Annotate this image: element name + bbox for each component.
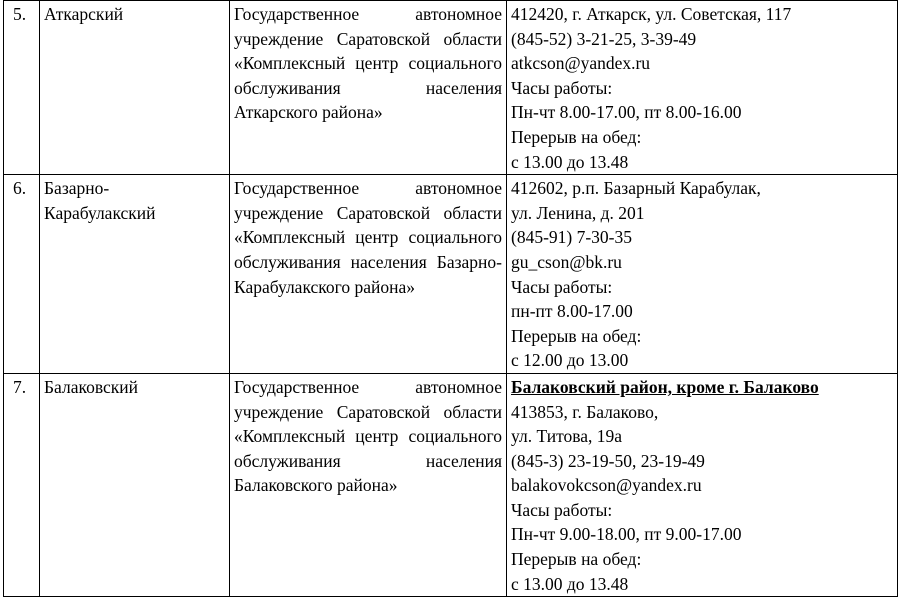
row-number: 5.: [4, 1, 40, 175]
table-row: [4, 175, 898, 374]
institutions-table: [3, 0, 898, 597]
phone: (845-3) 23-19-50, 23-19-49: [511, 450, 705, 471]
org-line: Аткарского района»: [234, 102, 383, 123]
hours: Пн-чт 8.00-17.00, пт 8.00-16.00: [511, 102, 742, 123]
district-name: Аткарский: [44, 4, 124, 24]
address: ул. Титова, 19а: [511, 426, 623, 447]
org-line: «Комплексный центр социального: [234, 426, 502, 447]
lunch-label: Перерыв на обед:: [511, 325, 642, 346]
org-line: Государственное автономное: [234, 178, 502, 199]
table-row: [4, 373, 898, 596]
email: balakovokcson@yandex.ru: [511, 475, 702, 496]
hours-label: Часы работы:: [511, 77, 613, 98]
district-name: Базарно-: [44, 178, 110, 199]
row-number: 6.: [4, 175, 40, 374]
org-line: «Комплексный центр социального: [234, 53, 502, 74]
address: ул. Ленина, д. 201: [511, 202, 645, 223]
district-name: Балаковский: [44, 376, 138, 397]
district-cell: [40, 175, 230, 374]
address: 413853, г. Балаково,: [511, 401, 659, 422]
email: gu_cson@bk.ru: [511, 251, 622, 272]
org-line: «Комплексный центр социального: [234, 227, 502, 248]
district-cell: [40, 1, 230, 175]
hours-label: Часы работы:: [511, 499, 613, 520]
hours: Пн-чт 9.00-18.00, пт 9.00-17.00: [511, 524, 742, 545]
hours: пн-пт 8.00-17.00: [511, 301, 633, 322]
lunch: с 13.00 до 13.48: [511, 151, 629, 172]
row-number: 7.: [4, 373, 40, 596]
org-line: обслуживания населения Базарно-: [234, 251, 502, 272]
hours-label: Часы работы:: [511, 276, 613, 297]
coverage-heading: Балаковский район, кроме г. Балаково: [511, 376, 819, 397]
lunch: с 13.00 до 13.48: [511, 573, 629, 594]
org-line: Карабулакского района»: [234, 276, 416, 297]
org-line: обслуживания населения: [234, 77, 502, 98]
contacts-cell: [507, 1, 898, 175]
lunch-label: Перерыв на обед:: [511, 549, 642, 570]
phone: (845-91) 7-30-35: [511, 227, 633, 248]
email: atkcson@yandex.ru: [511, 53, 651, 74]
lunch-label: Перерыв на обед:: [511, 126, 642, 147]
org-line: Государственное автономное: [234, 376, 502, 397]
district-name: Карабулакский: [44, 202, 156, 223]
table-row: [4, 1, 898, 175]
contacts-cell: [507, 175, 898, 374]
district-cell: [40, 373, 230, 596]
org-line: Государственное автономное: [234, 4, 502, 24]
lunch: с 12.00 до 13.00: [511, 350, 629, 371]
org-line: учреждение Саратовской области: [234, 202, 502, 223]
organization-cell: [230, 1, 507, 175]
org-line: Балаковского района»: [234, 475, 398, 496]
organization-cell: [230, 373, 507, 596]
phone: (845-52) 3-21-25, 3-39-49: [511, 28, 697, 49]
address: 412602, р.п. Базарный Карабулак,: [511, 178, 761, 199]
address: 412420, г. Аткарск, ул. Советская, 117: [511, 4, 792, 24]
organization-cell: [230, 175, 507, 374]
org-line: учреждение Саратовской области: [234, 28, 502, 49]
org-line: обслуживания населения: [234, 450, 502, 471]
org-line: учреждение Саратовской области: [234, 401, 502, 422]
contacts-cell: [507, 373, 898, 596]
